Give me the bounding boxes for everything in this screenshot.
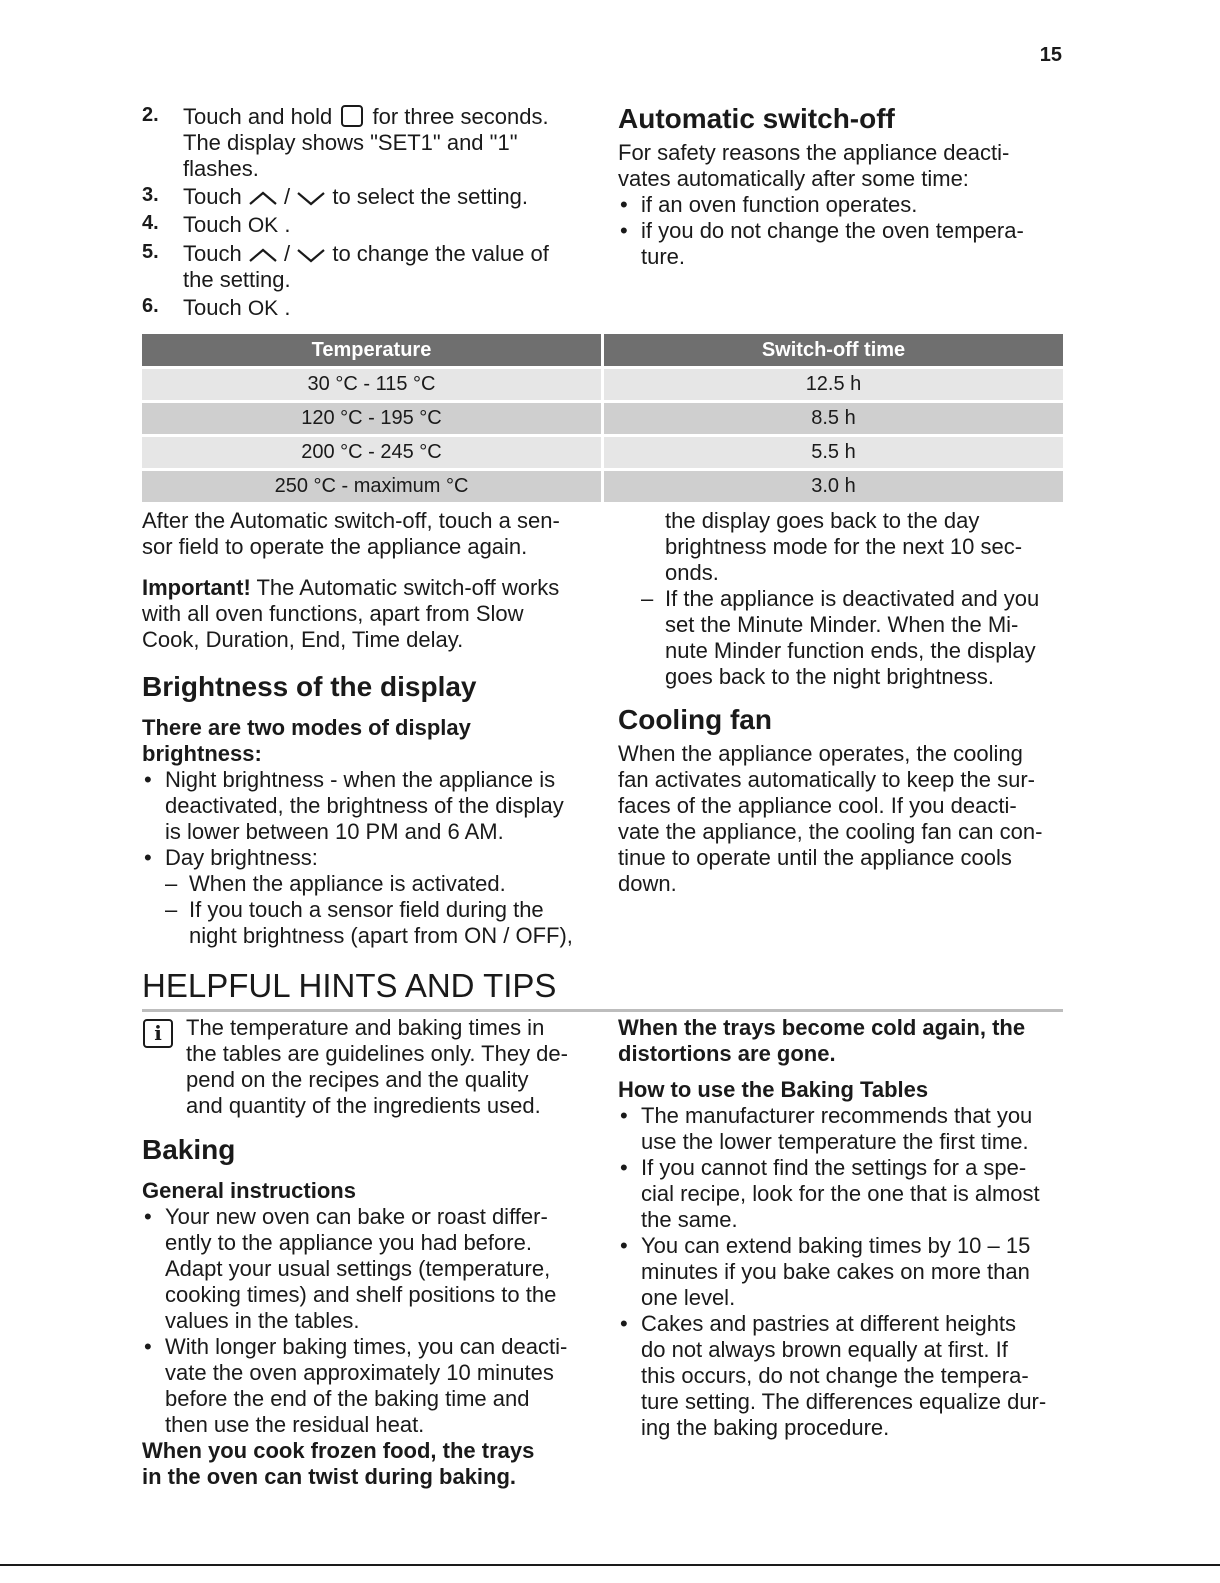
paragraph: For safety reasons the appliance deacti- vates automatically after some time: — [618, 140, 1010, 191]
subheading: General instructions — [142, 1178, 356, 1203]
baking-section — [142, 1134, 597, 1490]
chevron-up-icon — [248, 190, 278, 206]
step-4: 4. Touch OK . — [142, 212, 291, 237]
step-5: 5. Touch / to change the value of the setting. — [142, 241, 549, 292]
list-item: • if an oven function operates. — [618, 192, 1068, 218]
section-heading: Baking — [142, 1134, 236, 1165]
steps-list — [142, 104, 592, 324]
table-cell: 12.5 h — [603, 368, 1064, 402]
baking-tables-section — [618, 1015, 1068, 1441]
auto-switch-off-section — [618, 103, 1068, 270]
dash-list — [165, 871, 597, 949]
table-row — [142, 436, 1063, 470]
paragraph: When the appliance operates, the cooling fan activates automatically to keep the sur- faces of the appliance cool. If you deacti- vate the appliance, the cooling fan can con- tinue to operate until the appliance cools down. — [618, 741, 1043, 896]
info-note: The temperature and baking times in the tables are guidelines only. They de- pend on the recipes and the quality and quantity of the ingredients used. — [186, 1015, 568, 1118]
table-cell: 200 °C - 245 °C — [142, 436, 603, 470]
important-note: Important! The Automatic switch-off works with all oven functions, apart from Slow Cook, Duration, End, Time delay. — [142, 575, 560, 652]
step-number: 3. — [142, 184, 159, 206]
bullet-list — [618, 192, 1068, 270]
section-heading: Cooling fan — [618, 704, 772, 735]
step-3: 3. Touch / to select the setting. — [142, 184, 529, 209]
dash-list — [618, 586, 1068, 690]
list-item: – If you touch a sensor field during the night brightness (apart from ON / OFF), — [165, 897, 597, 949]
bullet-list — [142, 767, 597, 949]
list-item: • Day brightness: – When the appliance is activated. – If you touch a sensor field during the night brightness (apart from ON / OFF), — [142, 845, 597, 949]
step-number: 5. — [142, 241, 159, 263]
ok-button-icon: OK — [247, 214, 279, 237]
title-rule — [142, 1009, 1063, 1012]
step-6: 6. Touch OK . — [142, 295, 291, 320]
list-item: • If you cannot find the settings for a spe- cial recipe, look for the one that is almost the same. — [618, 1155, 1068, 1233]
table-cell: 120 °C - 195 °C — [142, 402, 603, 436]
paragraph: After the Automatic switch-off, touch a sen- sor field to operate the appliance again. — [142, 508, 560, 559]
table-cell: 5.5 h — [603, 436, 1064, 470]
cold-trays-note: When the trays become cold again, the distortions are gone. — [618, 1015, 1026, 1066]
table-cell: 30 °C - 115 °C — [142, 368, 603, 402]
section-heading: Automatic switch-off — [618, 103, 895, 134]
chapter-title: HELPFUL HINTS AND TIPS — [142, 967, 557, 1004]
list-item: – When the appliance is activated. — [165, 871, 597, 897]
list-item: • Night brightness - when the appliance is deactivated, the brightness of the display is lower between 10 PM and 6 AM. — [142, 767, 597, 845]
ok-button-icon: OK — [247, 297, 279, 320]
table-header: Temperature — [142, 334, 603, 368]
chevron-up-icon — [248, 247, 278, 263]
list-item: • if you do not change the oven tempera- ture. — [618, 218, 1068, 270]
step-2: 2. Touch and hold for three seconds. The display shows "SET1" and "1" flashes. — [142, 104, 549, 181]
list-item: • The manufacturer recommends that you use the lower temperature the first time. — [618, 1103, 1068, 1155]
bullet-list — [618, 1103, 1068, 1441]
step-number: 6. — [142, 295, 159, 317]
subheading: How to use the Baking Tables — [618, 1077, 929, 1102]
table-row — [142, 402, 1063, 436]
table-cell: 250 °C - maximum °C — [142, 470, 603, 503]
page-bottom-rule — [0, 1564, 1220, 1566]
switch-off-table — [142, 334, 1063, 502]
table-cell: 3.0 h — [603, 470, 1064, 503]
chevron-down-icon — [296, 190, 326, 206]
step-number: 4. — [142, 212, 159, 234]
left-column-brightness — [142, 508, 597, 949]
bullet-list — [142, 1204, 597, 1438]
table-row — [142, 470, 1063, 503]
section-heading: Brightness of the display — [142, 671, 477, 702]
list-item: • Cakes and pastries at different heights do not always brown equally at first. If this occurs, do not change the tempera- ture setting. The differences equalize dur- ing the baking procedure. — [618, 1311, 1068, 1441]
subheading: There are two modes of display brightness: — [142, 715, 471, 766]
table-header-row — [142, 334, 1063, 368]
table-cell: 8.5 h — [603, 402, 1064, 436]
right-column-brightness — [618, 508, 1068, 897]
step-number: 2. — [142, 104, 159, 126]
frozen-food-note: When you cook frozen food, the trays in the oven can twist during baking. — [142, 1438, 535, 1489]
chevron-down-icon — [296, 247, 326, 263]
hold-button-icon — [341, 105, 363, 127]
important-label: Important! — [142, 575, 251, 600]
list-item: – If the appliance is deactivated and you set the Minute Minder. When the Mi- nute Minder function ends, the display goes back to the night brightness. — [641, 586, 1068, 690]
table-row — [142, 368, 1063, 402]
list-item: • Your new oven can bake or roast differ- ently to the appliance you had before. Adapt your usual settings (temperature, cooking times) and shelf positions to the values in the tables. — [142, 1204, 597, 1334]
page-number: 15 — [1039, 44, 1062, 66]
info-icon: i — [143, 1019, 173, 1048]
table-header: Switch-off time — [603, 334, 1064, 368]
list-item: • With longer baking times, you can deacti- vate the oven approximately 10 minutes before the end of the baking time and then use the residual heat. — [142, 1334, 597, 1438]
list-item: • You can extend baking times by 10 – 15 minutes if you bake cakes on more than one level. — [618, 1233, 1068, 1311]
paragraph: the display goes back to the day brightness mode for the next 10 sec- onds. — [665, 508, 1023, 585]
